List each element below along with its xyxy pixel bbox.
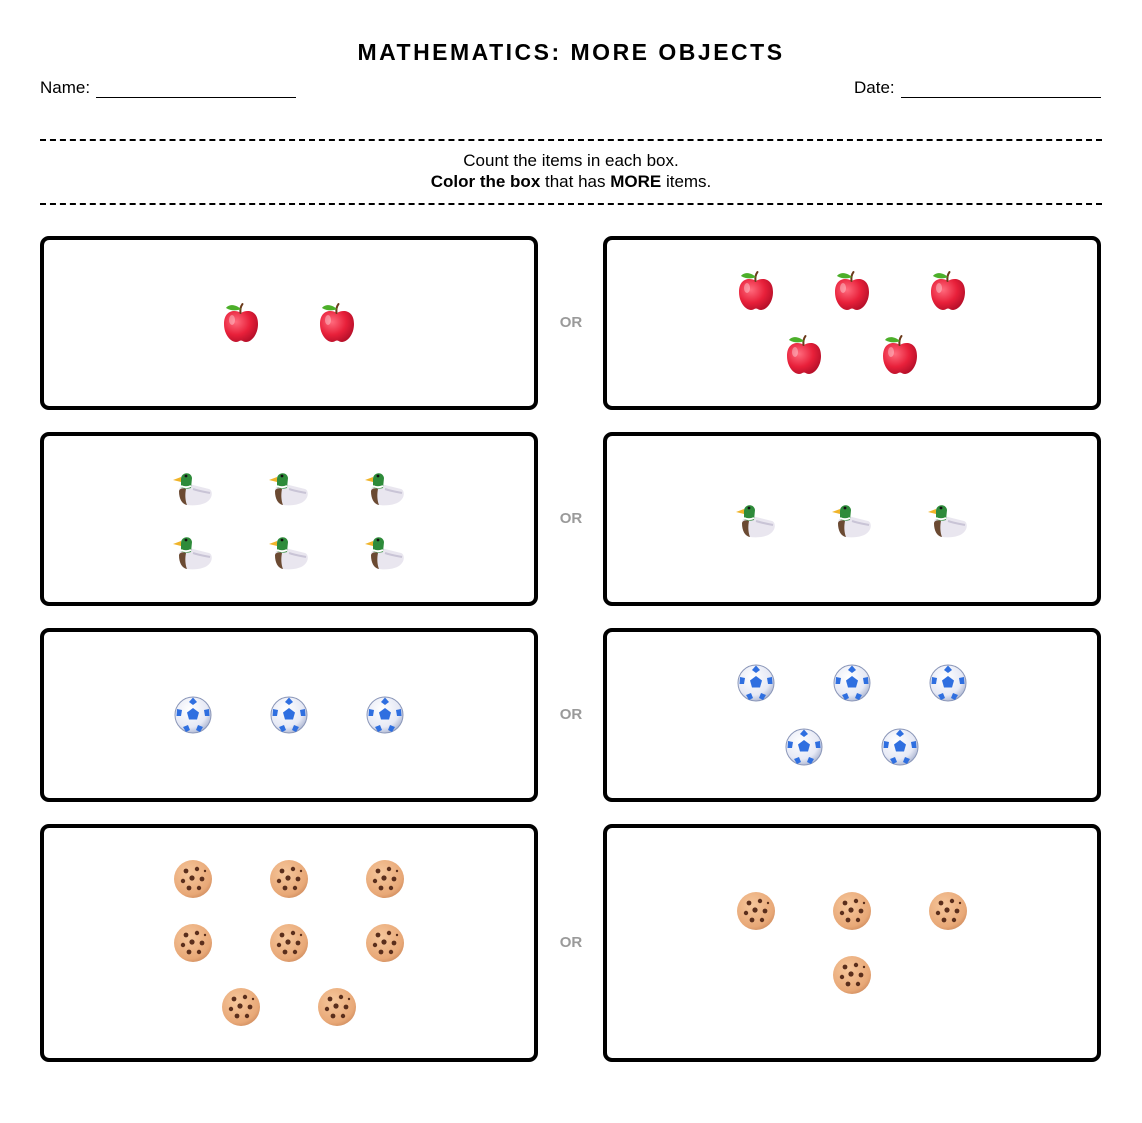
name-field bbox=[40, 78, 296, 98]
instruction-text-items: items. bbox=[661, 172, 712, 191]
cookie-icon-row bbox=[607, 943, 1097, 1007]
name-input-line[interactable] bbox=[96, 83, 296, 98]
apple-icon bbox=[708, 259, 804, 323]
instruction-line-2 bbox=[0, 171, 1142, 192]
soccer-ball-icon bbox=[708, 651, 804, 715]
duck-icon bbox=[241, 519, 337, 583]
duck-icon-row bbox=[44, 519, 534, 583]
date-field bbox=[854, 78, 1101, 98]
cookie-icon bbox=[145, 911, 241, 975]
or-label: OR bbox=[559, 934, 583, 951]
apple-icon bbox=[193, 291, 289, 355]
or-label: OR bbox=[559, 510, 583, 527]
soccer-ball-icon bbox=[145, 683, 241, 747]
name-label: Name: bbox=[40, 78, 91, 97]
soccer-ball-icon bbox=[756, 715, 852, 779]
duck-icon bbox=[708, 487, 804, 551]
cookie-icon bbox=[708, 879, 804, 943]
cookie-icon bbox=[337, 911, 433, 975]
duck-icon bbox=[145, 455, 241, 519]
cookie-icon-row bbox=[44, 975, 534, 1039]
duck-icon-row bbox=[44, 455, 534, 519]
instruction-bold-color-the-box: Color the box bbox=[430, 172, 541, 191]
instruction-line-1: Count the items in each box. bbox=[463, 151, 679, 170]
top-divider bbox=[40, 139, 1102, 141]
soccer-ball-icon bbox=[241, 683, 337, 747]
cookie-icon bbox=[804, 879, 900, 943]
duck-icon bbox=[241, 455, 337, 519]
instruction-text-that-has: that has bbox=[540, 172, 611, 191]
cookie-icon bbox=[900, 879, 996, 943]
duck-icon-row bbox=[607, 487, 1097, 551]
duck-icon bbox=[804, 487, 900, 551]
apple-icon bbox=[289, 291, 385, 355]
apple-box-right[interactable] bbox=[603, 236, 1101, 410]
soccer-ball-icon bbox=[900, 651, 996, 715]
bottom-divider bbox=[40, 203, 1102, 205]
cookie-box-left[interactable] bbox=[40, 824, 538, 1062]
duck-icon bbox=[337, 519, 433, 583]
cookie-icon bbox=[289, 975, 385, 1039]
duck-icon bbox=[900, 487, 996, 551]
duck-box-left[interactable] bbox=[40, 432, 538, 606]
instruction-bold-more: MORE bbox=[610, 172, 662, 191]
worksheet-title: MATHEMATICS: MORE OBJECTS bbox=[357, 39, 785, 65]
cookie-icon bbox=[241, 911, 337, 975]
soccer-ball-icon bbox=[852, 715, 948, 779]
duck-icon bbox=[145, 519, 241, 583]
cookie-icon bbox=[193, 975, 289, 1039]
soccer-ball-icon-row bbox=[607, 715, 1097, 779]
cookie-icon bbox=[804, 943, 900, 1007]
cookie-icon-row bbox=[44, 847, 534, 911]
date-input-line[interactable] bbox=[901, 83, 1101, 98]
soccer-ball-icon-row bbox=[607, 651, 1097, 715]
or-label: OR bbox=[559, 314, 583, 331]
cookie-icon bbox=[145, 847, 241, 911]
date-label: Date: bbox=[854, 78, 895, 97]
cookie-icon-row bbox=[607, 879, 1097, 943]
apple-icon bbox=[804, 259, 900, 323]
duck-box-right[interactable] bbox=[603, 432, 1101, 606]
cookie-icon bbox=[241, 847, 337, 911]
apple-icon-row bbox=[607, 259, 1097, 323]
or-label: OR bbox=[559, 706, 583, 723]
soccer-ball-icon bbox=[804, 651, 900, 715]
cookie-icon-row bbox=[44, 911, 534, 975]
apple-icon-row bbox=[44, 291, 534, 355]
soccer-ball-box-left[interactable] bbox=[40, 628, 538, 802]
apple-icon bbox=[900, 259, 996, 323]
duck-icon bbox=[337, 455, 433, 519]
cookie-box-right[interactable] bbox=[603, 824, 1101, 1062]
soccer-ball-icon-row bbox=[44, 683, 534, 747]
apple-box-left[interactable] bbox=[40, 236, 538, 410]
soccer-ball-icon bbox=[337, 683, 433, 747]
apple-icon bbox=[852, 323, 948, 387]
apple-icon-row bbox=[607, 323, 1097, 387]
apple-icon bbox=[756, 323, 852, 387]
cookie-icon bbox=[337, 847, 433, 911]
soccer-ball-box-right[interactable] bbox=[603, 628, 1101, 802]
